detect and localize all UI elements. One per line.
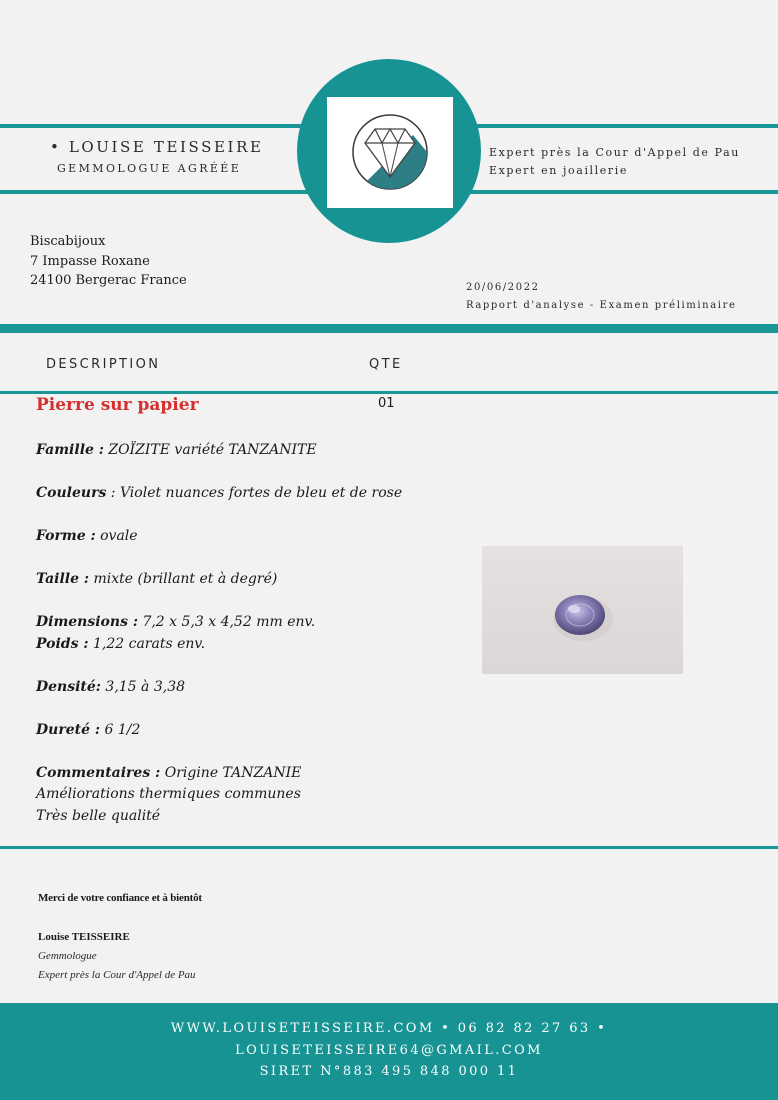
signature-court: Expert près la Cour d'Appel de Pau	[38, 969, 196, 981]
report-info	[466, 279, 736, 315]
column-qty: QTE	[369, 357, 403, 372]
expert-title: GEMMOLOGUE AGRÉÉE	[57, 162, 242, 175]
detail-dimensions-poids: Dimensions : 7,2 x 5,3 x 4,52 mm env. Poids : 1,22 carats env.	[36, 614, 316, 652]
column-description: DESCRIPTION	[46, 357, 161, 372]
client-address	[30, 232, 187, 291]
gemstone-photo	[482, 546, 683, 674]
item-qty: 01	[378, 396, 395, 411]
detail-famille: Famille : ZOÏZITE variété TANZANITE	[36, 442, 317, 458]
client-city: 24100 Bergerac France	[30, 273, 187, 288]
credential-jewelry: Expert en joaillerie	[489, 164, 628, 177]
tanzanite-gem-icon	[482, 546, 683, 674]
signature-role: Gemmologue	[38, 950, 97, 962]
footer	[0, 1003, 778, 1100]
footer-website-phone: WWW.LOUISETEISSEIRE.COM • 06 82 82 27 63 •	[170, 1021, 608, 1036]
report-type: Rapport d'analyse - Examen préliminaire	[466, 300, 737, 311]
diamond-logo-icon	[327, 97, 453, 208]
section-bottom-rule	[0, 846, 778, 849]
thank-you-note: Merci de votre confiance et à bientôt	[38, 892, 202, 904]
expert-name: • LOUISE TEISSEIRE	[50, 138, 264, 156]
detail-densite: Densité: 3,15 à 3,38	[36, 678, 186, 695]
detail-commentaires: Commentaires : Origine TANZANIE Améliorations thermiques communes Très belle qualité	[36, 764, 302, 824]
detail-durete: Dureté : 6 1/2	[36, 721, 141, 738]
table-header-rule	[0, 391, 778, 394]
footer-siret: SIRET N°883 495 848 000 11	[259, 1064, 519, 1079]
report-date: 20/06/2022	[466, 282, 540, 293]
detail-taille: Taille : mixte (brillant et à degré)	[36, 571, 278, 587]
client-street: 7 Impasse Roxane	[30, 253, 150, 269]
signature-name: Louise TEISSEIRE	[38, 931, 130, 943]
detail-forme: Forme : ovale	[36, 528, 138, 544]
table-top-rule	[0, 324, 778, 333]
footer-email: LOUISETEISSEIRE64@GMAIL.COM	[235, 1043, 543, 1058]
detail-couleurs: Couleurs : Violet nuances fortes de bleu et de rose	[36, 485, 403, 501]
item-details	[36, 440, 406, 849]
client-name: Biscabijoux	[30, 234, 106, 249]
logo	[327, 97, 453, 208]
item-title: Pierre sur papier	[36, 395, 199, 415]
expert-credentials	[489, 144, 740, 180]
credential-court: Expert près la Cour d'Appel de Pau	[489, 146, 740, 159]
